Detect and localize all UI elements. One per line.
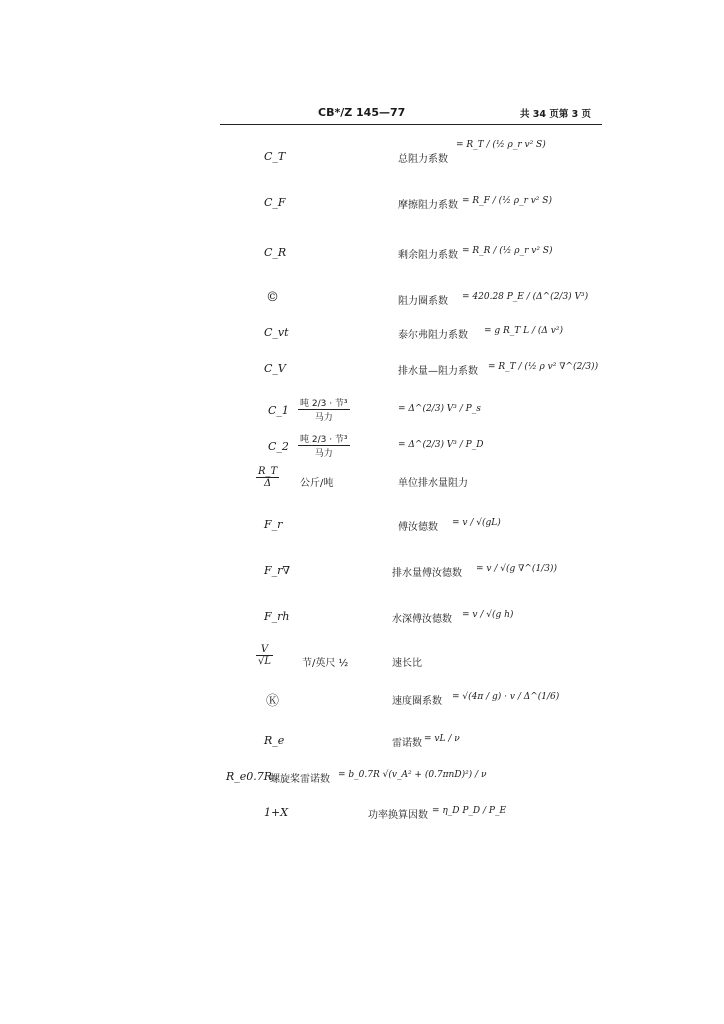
page-header [0,106,724,124]
description: 速长比 [392,658,422,669]
formula: = Δ^(2/3) V³ / P_D [398,440,484,450]
circled-k-symbol: Ⓚ [266,694,280,709]
description: 傅汝德数 [398,522,438,533]
symbol: C_vt [264,326,289,339]
unit-denominator: 马力 [314,413,333,423]
symbol: C_T [264,150,286,163]
symbol-denominator: √L [258,656,272,667]
unit-numerator: 吨 2/3 · 节³ [298,432,350,446]
page-number: 共 34 页第 3 页 [520,109,592,120]
unit: 节/英尺 ½ [302,658,349,669]
description: 排水量—阻力系数 [398,366,478,377]
symbol: C_R [264,246,287,259]
description: 速度圈系数 [392,696,442,707]
symbol-numerator: R_T [258,466,278,477]
description: 功率换算因数 [368,810,428,821]
formula: = R_R / (½ ρ_r v² S) [462,246,553,256]
description: 总阻力系数 [398,154,448,165]
header-rule [220,124,602,125]
unit-denominator: 马力 [314,449,333,459]
description: 雷诺数 [392,738,422,749]
formula: = v / √(gL) [452,518,501,528]
description: 水深傅汝德数 [392,614,452,625]
symbol: C_F [264,196,286,209]
formula: = 420.28 P_E / (Δ^(2/3) V³) [462,292,589,302]
formula: = √(4π / g) · v / Δ^(1/6) [452,692,560,702]
formula: = vL / ν [424,734,460,744]
symbol-fraction [256,466,279,489]
description: 泰尔弗阻力系数 [398,330,468,341]
symbol: R_e [264,734,285,747]
circled-c-symbol: © [266,290,279,305]
formula: = g R_T L / (Δ v²) [484,326,563,336]
formula: = R_F / (½ ρ_r v² S) [462,196,552,206]
symbol: C_1 [268,404,289,417]
formula: = R_T / (½ ρ_r v² S) [456,140,546,150]
formula: = R_T / (½ ρ v² ∇^(2/3)) [488,362,599,372]
unit: 公斤/吨 [300,478,334,489]
unit-numerator: 吨 2/3 · 节³ [298,396,350,410]
description: 单位排水量阻力 [398,478,468,489]
symbol-denominator: Δ [263,478,272,489]
formula: = v / √(g h) [462,610,514,620]
description: 排水量傅汝德数 [392,568,462,579]
symbol: R_e0.7R [226,770,273,783]
symbol: 1+X [264,806,289,819]
symbol-numerator: V [256,644,273,656]
description: 螺旋桨雷诺数 [270,774,330,785]
description: 阻力圈系数 [398,296,448,307]
symbol: C_2 [268,440,289,453]
symbol: F_rh [264,610,290,623]
formula: = b_0.7R √(v_A² + (0.7πnD)²) / ν [338,770,487,780]
unit-fraction [298,396,350,423]
symbol: C_V [264,362,286,375]
formula: = η_D P_D / P_E [432,806,507,816]
formula: = Δ^(2/3) V³ / P_s [398,404,481,414]
symbol: F_r [264,518,283,531]
description: 剩余阻力系数 [398,250,458,261]
symbol: F_r∇ [264,564,291,577]
unit-fraction [298,432,350,459]
description: 摩擦阻力系数 [398,200,458,211]
formula: = v / √(g ∇^(1/3)) [476,564,557,574]
symbol-fraction [256,644,273,667]
standard-code: CB*/Z 145—77 [318,106,406,119]
